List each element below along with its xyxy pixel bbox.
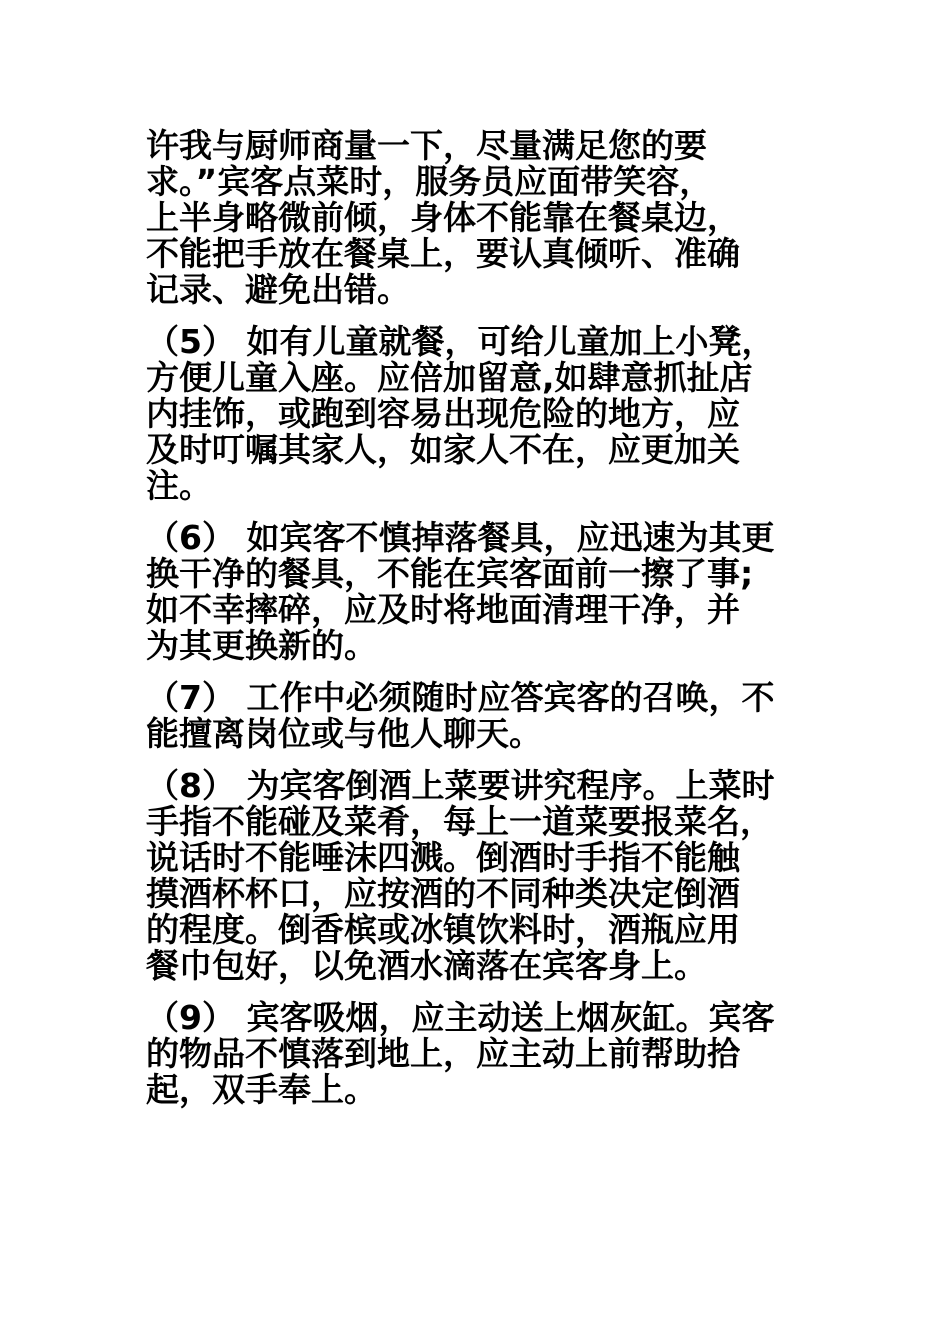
document-body [146, 128, 816, 1124]
paragraph-item-5 [146, 324, 816, 504]
text-line: 餐巾包好，以免酒水滴落在宾客身上。 [146, 946, 707, 985]
text-line: 起，双手奉上。 [146, 1070, 377, 1109]
text-line: （6） 如宾客不慎掉落餐具，应迅速为其更 [146, 518, 775, 557]
text-line: 为其更换新的。 [146, 626, 377, 665]
text-line: 注。 [146, 466, 212, 505]
text-line: 说话时不能唾沫四溅。倒酒时手指不能触 [146, 838, 740, 877]
text-line: 求。”宾客点菜时，服务员应面带笑容， [146, 162, 713, 201]
text-line: 手指不能碰及菜肴，每上一道菜要报菜名， [146, 802, 773, 841]
paragraph-item-8 [146, 768, 816, 984]
text-line: （5） 如有儿童就餐，可给儿童加上小凳， [146, 322, 775, 361]
text-line: 的物品不慎落到地上，应主动上前帮助拾 [146, 1034, 740, 1073]
text-line: 及时叮嘱其家人，如家人不在，应更加关 [146, 430, 740, 469]
paragraph-intro-continued [146, 128, 816, 308]
text-line: 摸酒杯杯口，应按酒的不同种类决定倒酒 [146, 874, 740, 913]
paragraph-item-6 [146, 520, 816, 664]
text-line: 的程度。倒香槟或冰镇饮料时，酒瓶应用 [146, 910, 740, 949]
text-line: 内挂饰，或跑到容易出现危险的地方，应 [146, 394, 740, 433]
text-line: 不能把手放在餐桌上，要认真倾听、准确 [146, 234, 740, 273]
text-line: 能擅离岗位或与他人聊天。 [146, 714, 542, 753]
text-line: 记录、避免出错。 [146, 270, 410, 309]
paragraph-item-9 [146, 1000, 816, 1108]
text-line: 方便儿童入座。应倍加留意,如肆意抓扯店 [146, 358, 753, 397]
text-line: 如不幸摔碎，应及时将地面清理干净，并 [146, 590, 740, 629]
text-line: （7） 工作中必须随时应答宾客的召唤，不 [146, 678, 775, 717]
paragraph-item-7 [146, 680, 816, 752]
text-line: （9） 宾客吸烟，应主动送上烟灰缸。宾客 [146, 998, 775, 1037]
text-line: 上半身略微前倾，身体不能靠在餐桌边， [146, 198, 740, 237]
text-line: 换干净的餐具，不能在宾客面前一擦了事; [146, 554, 754, 593]
text-line: （8） 为宾客倒酒上菜要讲究程序。上菜时 [146, 766, 775, 805]
text-line: 许我与厨师商量一下，尽量满足您的要 [146, 126, 707, 165]
